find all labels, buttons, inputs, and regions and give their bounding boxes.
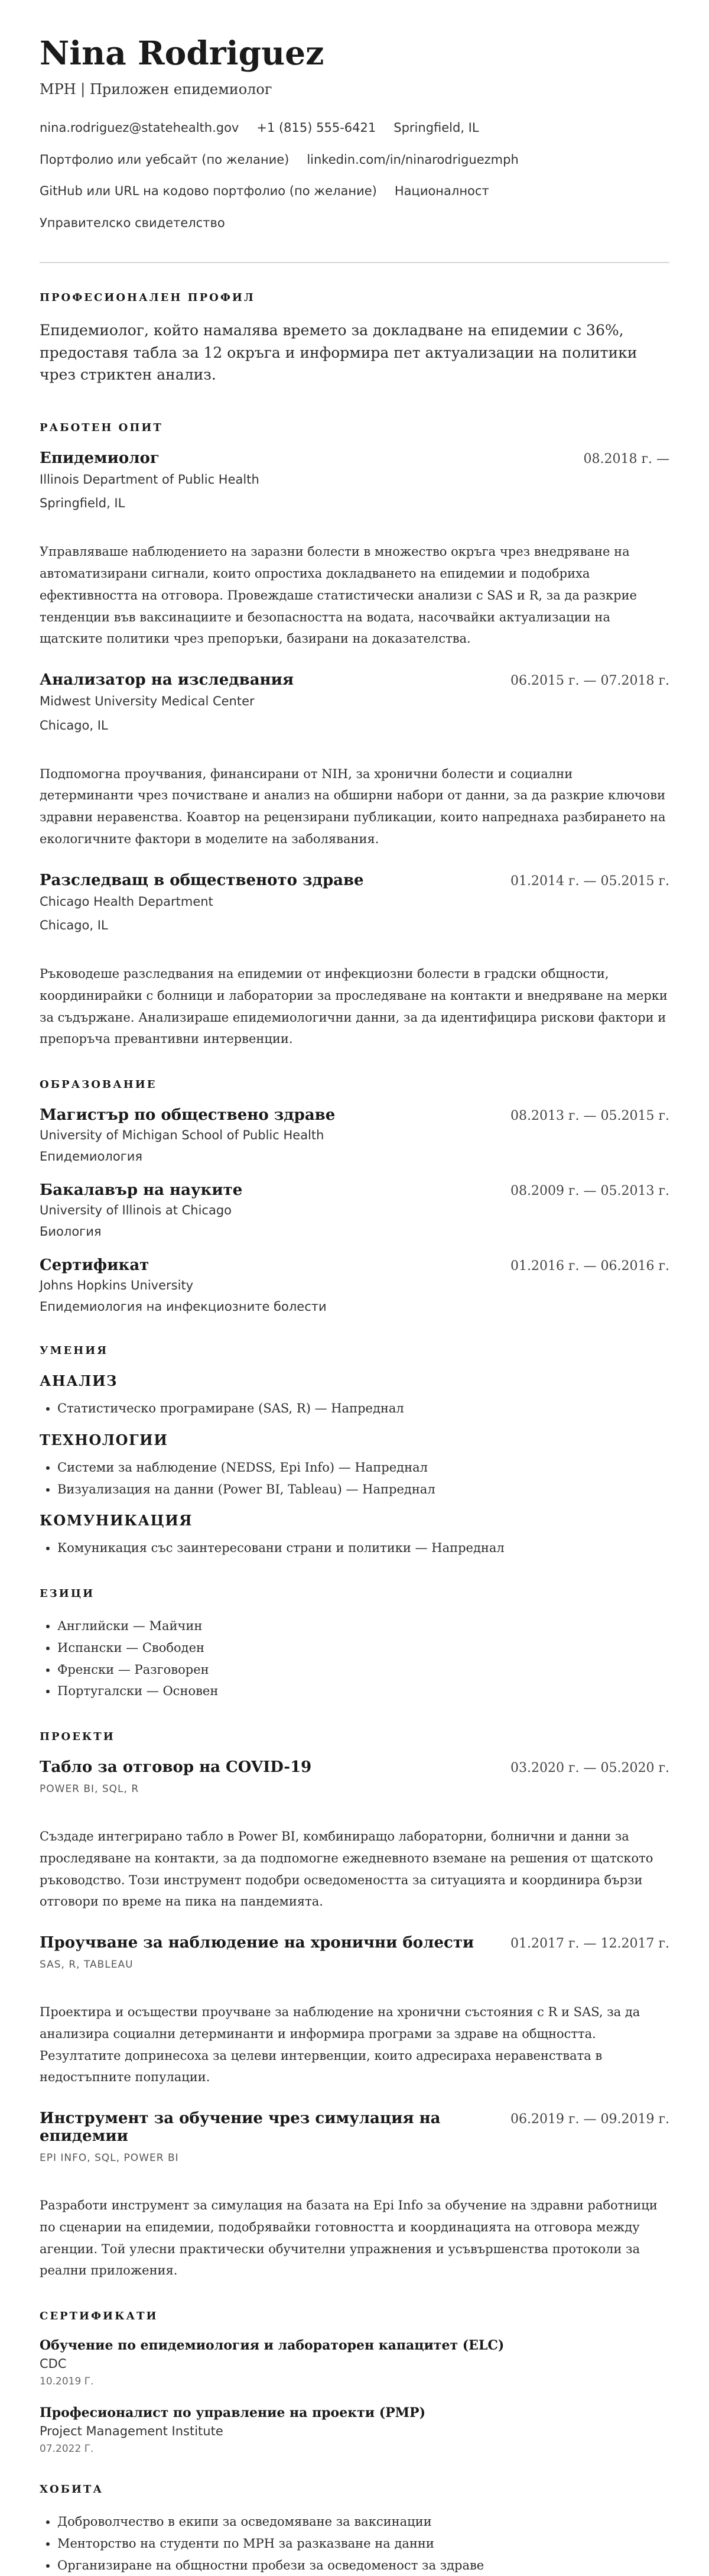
skill-item: • Комуникация със заинтересовани страни и политики — Напреднал bbox=[57, 1537, 669, 1559]
language-item: • Португалски — Основен bbox=[57, 1680, 669, 1702]
hobby-item: • Организиране на общностни пробези за осведоменост за здраве bbox=[57, 2555, 669, 2576]
hobby-item: • Доброволчество в екипи за осведомяване за ваксинации bbox=[57, 2511, 669, 2533]
project-tags: POWER BI, SQL, R bbox=[40, 1783, 669, 1795]
project-item bbox=[40, 1758, 669, 1913]
project-description: Създаде интегрирано табло в Power BI, комбиниращо лабораторни, болнични и данни за проследяване на контакти, за да подпомогне ежедневното вземане на решения от щатското ръководство. Този инструмент подобри осведомеността за ситуацията и координира бързи отговори по време на пика на пандемията. bbox=[40, 1826, 669, 1913]
job-title: Анализатор на изследвания bbox=[40, 671, 294, 689]
project-tags: EPI INFO, SQL, POWER BI bbox=[40, 2152, 669, 2164]
field-of-study: Биология bbox=[40, 1223, 669, 1242]
skill-item: • Системи за наблюдение (NEDSS, Epi Info) — Напреднал bbox=[57, 1457, 669, 1479]
job-location: Springfield, IL bbox=[40, 496, 669, 510]
certifications-section bbox=[40, 2310, 669, 2455]
job-description: Управляваше наблюдението на заразни болести в множество окръга чрез внедряване на автоматизирани сигнали, които опростиха докладването на епидемии и подобриха ефективността на отговора. Провеждаше статистически анализи с SAS и R, за да разкрие тенденции във ваксинациите и безопасността на водата, насочвайки актуализации на щатските политики чрез препоръки, базирани на доказателства. bbox=[40, 541, 669, 650]
job-location: Chicago, IL bbox=[40, 718, 669, 733]
skill-category: КОМУНИКАЦИЯ bbox=[40, 1512, 669, 1529]
github-link[interactable]: GitHub или URL на кодово портфолио (по желание) bbox=[40, 182, 377, 201]
skill-item: • Статистическо програмиране (SAS, R) — Напреднал bbox=[57, 1398, 669, 1420]
employer: Chicago Health Department bbox=[40, 893, 669, 912]
project-name: Инструмент за обучение чрез симулация на епидемии bbox=[40, 2110, 510, 2145]
education-item bbox=[40, 1256, 669, 1316]
section-title-summary: ПРОФЕСИОНАЛЕН ПРОФИЛ bbox=[40, 291, 669, 304]
field-of-study: Епидемиология bbox=[40, 1148, 669, 1167]
employer: Illinois Department of Public Health bbox=[40, 471, 669, 490]
hobbies-section bbox=[40, 2483, 669, 2576]
certification-name: Обучение по епидемиология и лабораторен капацитет (ELC) bbox=[40, 2338, 669, 2353]
education-dates: 08.2013 г. — 05.2015 г. bbox=[510, 1109, 669, 1123]
field-of-study: Епидемиология на инфекциозните болести bbox=[40, 1298, 669, 1317]
linkedin-link[interactable]: linkedin.com/in/ninarodriguezmph bbox=[307, 151, 518, 170]
email-link[interactable]: nina.rodriguez@statehealth.gov bbox=[40, 119, 239, 138]
projects-section bbox=[40, 1731, 669, 2282]
employer: Midwest University Medical Center bbox=[40, 692, 669, 711]
project-name: Табло за отговор на COVID-19 bbox=[40, 1758, 311, 1776]
section-title-hobbies: ХОБИТА bbox=[40, 2483, 669, 2496]
headline: MPH | Приложен епидемиолог bbox=[40, 81, 669, 98]
skills-section bbox=[40, 1344, 669, 1559]
experience-item bbox=[40, 871, 669, 1051]
education-dates: 08.2009 г. — 05.2013 г. bbox=[510, 1184, 669, 1198]
candidate-name: Nina Rodriguez bbox=[40, 34, 669, 72]
skill-list bbox=[40, 1457, 669, 1501]
section-title-skills: УМЕНИЯ bbox=[40, 1344, 669, 1357]
education-dates: 01.2016 г. — 06.2016 г. bbox=[510, 1259, 669, 1274]
contact-info bbox=[40, 119, 669, 245]
phone-number[interactable]: +1 (815) 555-6421 bbox=[256, 119, 376, 138]
hobby-item: • Менторство на студенти по MPH за разказване на данни bbox=[57, 2533, 669, 2555]
skill-list bbox=[40, 1398, 669, 1420]
project-tags: SAS, R, TABLEAU bbox=[40, 1959, 669, 1971]
license: Управителско свидетелство bbox=[40, 214, 652, 233]
certification-issuer: Project Management Institute bbox=[40, 2424, 669, 2438]
education-section bbox=[40, 1078, 669, 1316]
experience-item bbox=[40, 449, 669, 650]
section-title-education: ОБРАЗОВАНИЕ bbox=[40, 1078, 669, 1091]
degree: Магистър по обществено здраве bbox=[40, 1106, 335, 1124]
section-title-certifications: СЕРТИФИКАТИ bbox=[40, 2310, 669, 2322]
language-item: • Френски — Разговорен bbox=[57, 1659, 669, 1681]
school: University of Michigan School of Public Health bbox=[40, 1126, 669, 1145]
language-item: • Испански — Свободен bbox=[57, 1637, 669, 1659]
job-title: Разследващ в общественото здраве bbox=[40, 871, 364, 889]
job-location: Chicago, IL bbox=[40, 918, 669, 932]
section-title-projects: ПРОЕКТИ bbox=[40, 1731, 669, 1743]
skill-category: ТЕХНОЛОГИИ bbox=[40, 1431, 669, 1449]
certification-issuer: CDC bbox=[40, 2357, 669, 2371]
project-dates: 06.2019 г. — 09.2019 г. bbox=[510, 2112, 669, 2127]
job-description: Подпомогна проучвания, финансирани от NIH, за хронични болести и социални детерминанти чрез почистване и анализ на обширни набори от данни, за да разкрие ключови здравни неравенства. Коавтор на рецензирани публикации, които напреднаха разбирането на екологичните фактори в моделите на заболявания. bbox=[40, 763, 669, 850]
project-dates: 03.2020 г. — 05.2020 г. bbox=[510, 1761, 669, 1775]
section-title-experience: РАБОТЕН ОПИТ bbox=[40, 422, 669, 434]
degree: Сертификат bbox=[40, 1256, 149, 1274]
language-item: • Английски — Майчин bbox=[57, 1615, 669, 1637]
education-item bbox=[40, 1181, 669, 1241]
language-list bbox=[40, 1615, 669, 1702]
certification-date: 10.2019 Г. bbox=[40, 2376, 669, 2387]
portfolio-link[interactable]: Портфолио или уебсайт (по желание) bbox=[40, 151, 289, 170]
certification-item bbox=[40, 2338, 669, 2387]
project-description: Разработи инструмент за симулация на базата на Epi Info за обучение на здравни работници по сценарии на епидемии, подобрявайки готовността и координацията на отговора между агенции. Той улесни практически обучителни упражнения и усъвършенства протоколи за реални приложения. bbox=[40, 2195, 669, 2282]
job-dates: 08.2018 г. — bbox=[584, 452, 669, 466]
job-dates: 01.2014 г. — 05.2015 г. bbox=[510, 874, 669, 889]
summary-text: Епидемиолог, който намалява времето за докладване на епидемии с 36%, предоставя табла за 12 окръга и информира пет актуализации на политики чрез стриктен анализ. bbox=[40, 319, 669, 386]
nationality: Националност bbox=[395, 182, 489, 201]
skill-category: АНАЛИЗ bbox=[40, 1372, 669, 1389]
experience-item bbox=[40, 671, 669, 850]
school: Johns Hopkins University bbox=[40, 1276, 669, 1295]
section-title-languages: ЕЗИЦИ bbox=[40, 1587, 669, 1600]
skill-item: • Визуализация на данни (Power BI, Tableau) — Напреднал bbox=[57, 1479, 669, 1501]
degree: Бакалавър на науките bbox=[40, 1181, 242, 1199]
certification-name: Професионалист по управление на проекти (PMP) bbox=[40, 2405, 669, 2421]
education-item bbox=[40, 1106, 669, 1166]
job-description: Ръководеше разследвания на епидемии от инфекциозни болести в градски общности, координирайки с болници и лаборатории за проследяване на контакти и внедряване на мерки за съдържане. Анализираше епидемиологични данни, за да идентифицира рискови фактори и препоръча превантивни интервенции. bbox=[40, 963, 669, 1050]
school: University of Illinois at Chicago bbox=[40, 1201, 669, 1220]
certification-item bbox=[40, 2405, 669, 2455]
skill-list bbox=[40, 1537, 669, 1559]
certification-date: 07.2022 Г. bbox=[40, 2443, 669, 2455]
languages-section bbox=[40, 1587, 669, 1702]
project-item bbox=[40, 2110, 669, 2282]
location: Springfield, IL bbox=[393, 119, 479, 138]
project-name: Проучване за наблюдение на хронични болести bbox=[40, 1934, 474, 1952]
job-title: Епидемиолог bbox=[40, 449, 160, 467]
header-divider bbox=[40, 262, 669, 263]
hobby-list bbox=[40, 2511, 669, 2576]
project-dates: 01.2017 г. — 12.2017 г. bbox=[510, 1936, 669, 1951]
project-description: Проектира и осъществи проучване за наблюдение на хронични състояния с R и SAS, за да анализира социални детерминанти и информира програми за здраве на общността. Резултатите допринесоха за целеви интервенции, които адресираха неравенствата в недостъпните популации. bbox=[40, 2001, 669, 2088]
job-dates: 06.2015 г. — 07.2018 г. bbox=[510, 673, 669, 688]
project-item bbox=[40, 1934, 669, 2088]
experience-section bbox=[40, 422, 669, 1050]
